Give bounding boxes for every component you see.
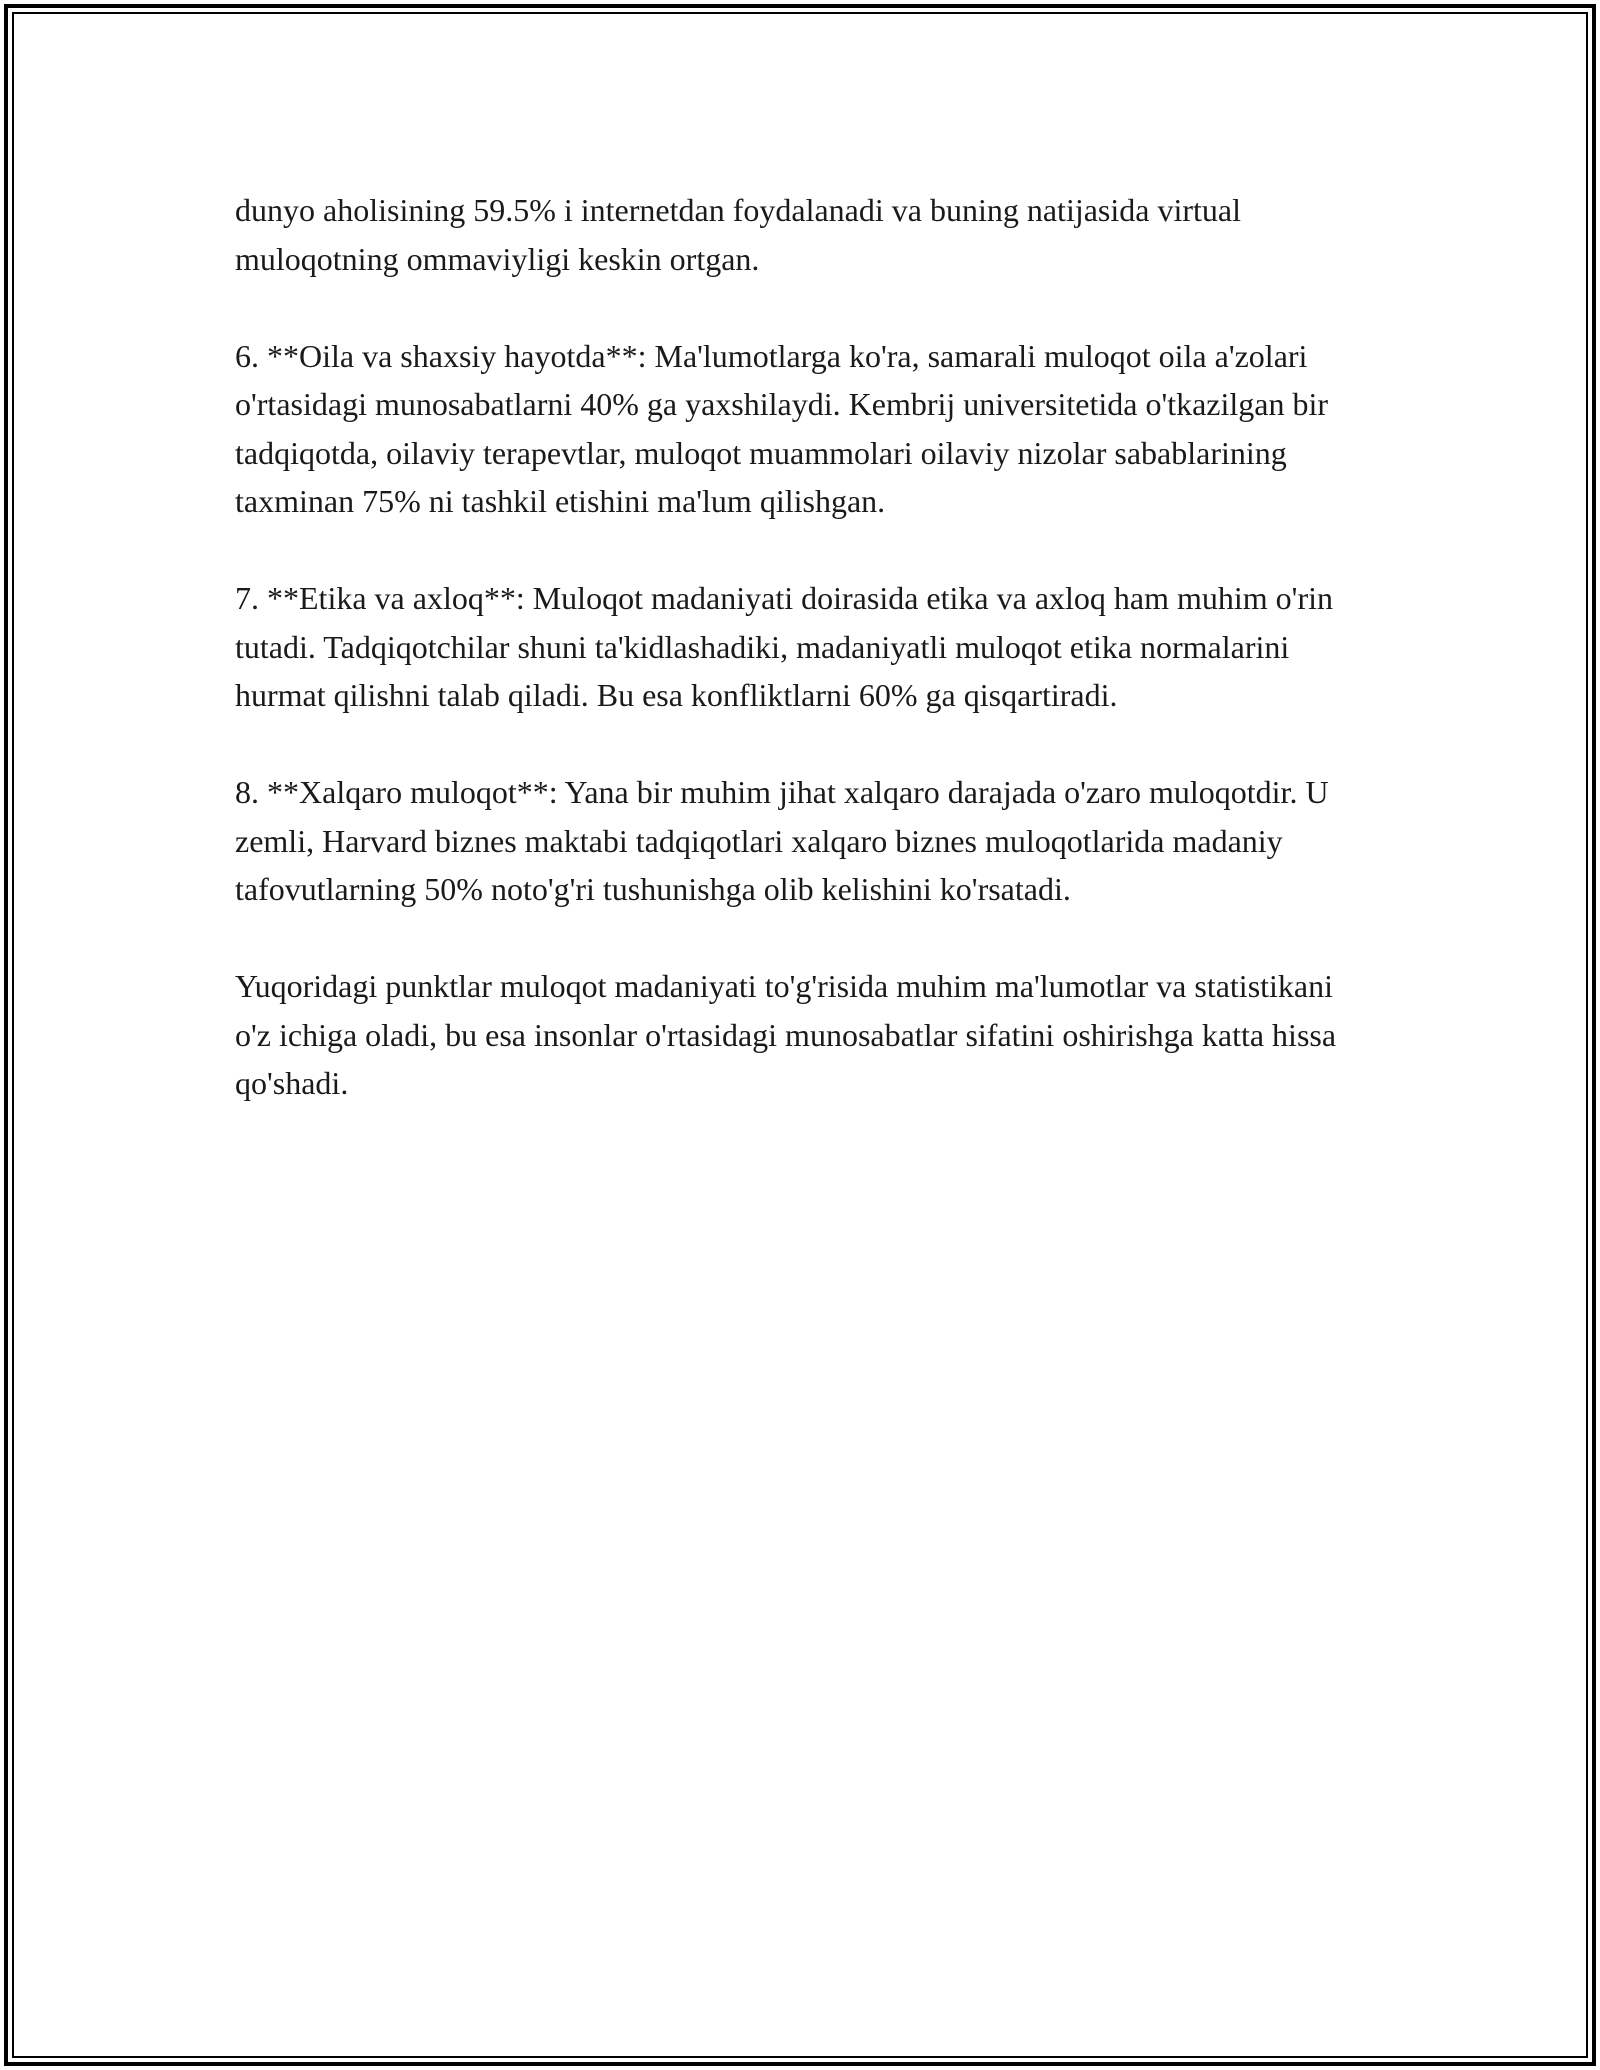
paragraph-item-7-ethics: 7. **Etika va axloq**: Muloqot madaniyati doirasida etika va axloq ham muhim o'rin tutadi. Tadqiqotchilar shuni ta'kidlashadiki, madaniyatli muloqot etika normalarini hurmat qilishni talab qiladi. Bu esa konfliktlarni 60% ga qisqartiradi.	[235, 580, 1333, 713]
paragraph-item-8-international: 8. **Xalqaro muloqot**: Yana bir muhim jihat xalqaro darajada o'zaro muloqotdir. U zemli, Harvard biznes maktabi tadqiqotlari xalqaro biznes muloqotlarida madaniy tafovutlarning 50% noto'g'ri tushunishga olib kelishini ko'rsatadi.	[235, 774, 1329, 907]
document-body	[235, 186, 1365, 1156]
paragraph-intro-continuation: dunyo aholisining 59.5% i internetdan foydalanadi va buning natijasida virtual muloqotning ommaviyligi keskin ortgan.	[235, 192, 1241, 277]
paragraph-conclusion: Yuqoridagi punktlar muloqot madaniyati to'g'risida muhim ma'lumotlar va statistikani o'z ichiga oladi, bu esa insonlar o'rtasidagi munosabatlar sifatini oshirishga katta hissa qo'shadi.	[235, 968, 1337, 1101]
paragraph-item-6-family: 6. **Oila va shaxsiy hayotda**: Ma'lumotlarga ko'ra, samarali muloqot oila a'zolari o'rtasidagi munosabatlarni 40% ga yaxshilaydi. Kembrij universitetida o'tkazilgan bir tadqiqotda, oilaviy terapevtlar, muloqot muammolari oilaviy nizolar sabablarining taxminan 75% ni tashkil etishini ma'lum qilishgan.	[235, 337, 1329, 519]
